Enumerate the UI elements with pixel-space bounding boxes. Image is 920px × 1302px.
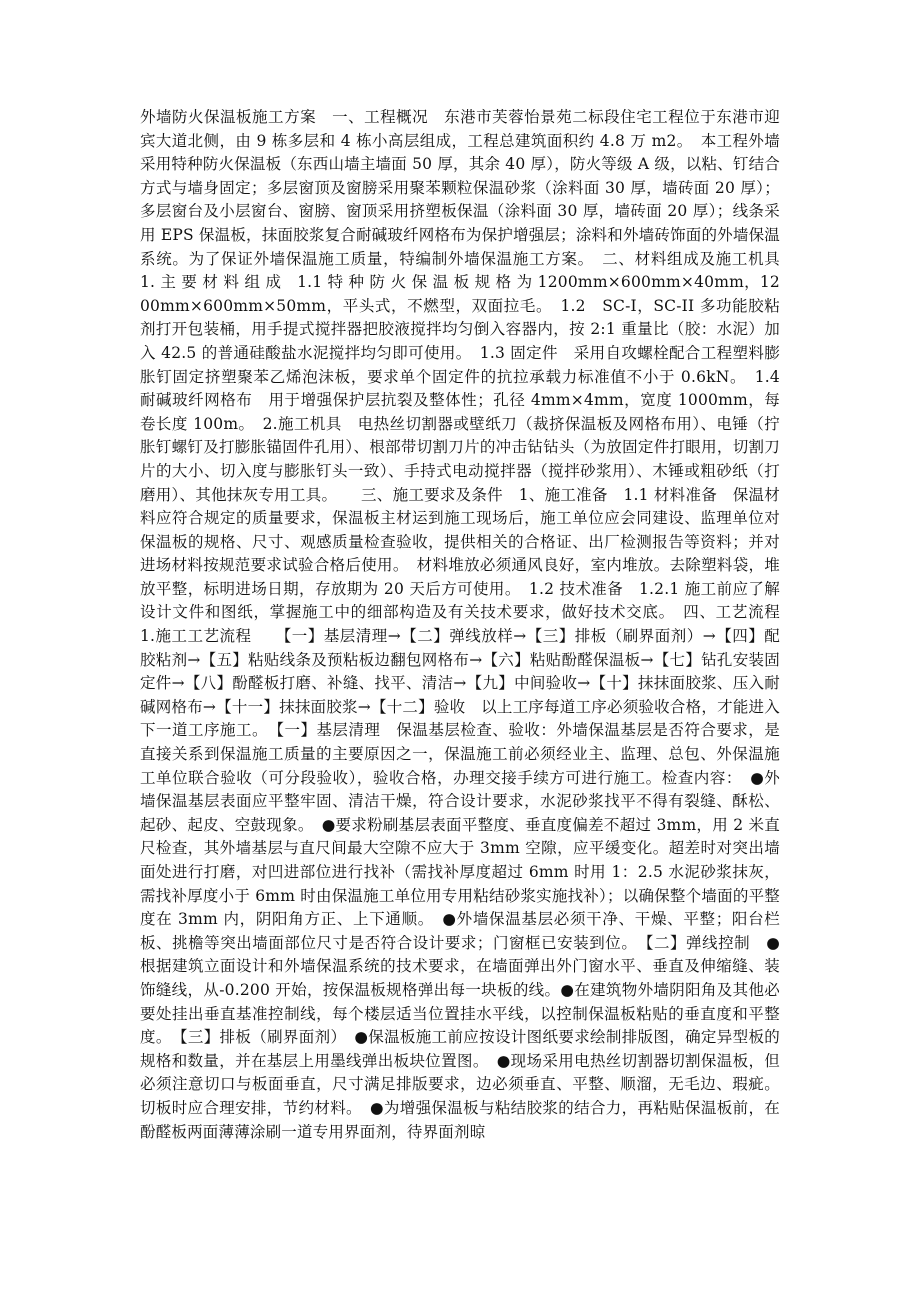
document-body-text: 外墙防火保温板施工方案 一、工程概况 东港市芙蓉怡景苑二标段住宅工程位于东港市迎宾大道北侧，由 9 栋多层和 4 栋小高层组成，工程总建筑面积约 4.8 万 m2。 本工程外墙采用特种防火保温板（东西山墙主墙面 50 厚，其余 40 厚），防火等级 A 级，以粘、钉结合方式与墙身固定；多层窗顶及窗膀采用聚苯颗粒保温砂浆（涂料面 30 厚，墙砖面 20 厚）；多层窗台及小层窗台、窗膀、窗顶采用挤塑板保温（涂料面 30 厚，墙砖面 20 厚）；线条采用 EPS 保温板，抹面胶浆复合耐碱玻纤网格布为保护增强层；涂料和外墙砖饰面的外墙保温系统。为了保证外墙保温施工质量，特编制外墙保温施工方案。 二、材料组成及施工机具 1. 主 要 材 料 组 成 1.1 特 种 防 火 保 温 板 规 格 为 1200mm×600mm×40mm，1200mm×600mm×50mm，平头式，不燃型，双面拉毛。 1.2 SC-I，SC-II 多功能胶粘剂打开包装桶，用手提式搅拌器把胶液搅拌均匀倒入容器内，按 2:1 重量比（胶：水泥）加入 42.5 的普通硅酸盐水泥搅拌均匀即可使用。 1.3 固定件 采用自攻螺栓配合工程塑料膨胀钉固定挤塑聚苯乙烯泡沫板，要求单个固定件的抗拉承载力标准值不小于 0.6kN。 1.4 耐碱玻纤网格布 用于增强保护层抗裂及整体性；孔径 4mm×4mm，宽度 1000mm，每卷长度 100m。 2.施工机具 电热丝切割器或壁纸刀（裁挤保温板及网格布用）、电锤（拧胀钉螺钉及打膨胀锚固件孔用）、根部带切割刀片的冲击钻钻头（为放固定件打眼用，切割刀片的大小、切入度与膨胀钉头一致）、手持式电动搅拌器（搅拌砂浆用）、木锤或粗砂纸（打磨用）、其他抹灰专用工具。 三、施工要求及条件 1、施工准备 1.1 材料准备 保温材料应符合规定的质量要求，保温板主材运到施工现场后，施工单位应会同建设、监理单位对保温板的规格、尺寸、观感质量检查验收，提供相关的合格证、出厂检测报告等资料；并对进场材料按规范要求试验合格后使用。 材料堆放必须通风良好，室内堆放。去除塑料袋，堆放平整，标明进场日期，存放期为 20 天后方可使用。 1.2 技术准备 1.2.1 施工前应了解设计文件和图纸，掌握施工中的细部构造及有关技术要求，做好技术交底。 四、工艺流程 1.施工工艺流程 【一】基层清理→【二】弹线放样→【三】排板（刷界面剂）→【四】配胶粘剂→【五】粘贴线条及预粘板边翻包网格布→【六】粘贴酚醛保温板→【七】钻孔安装固定件→【八】酚醛板打磨、补缝、找平、清洁→【九】中间验收→【十】抹抹面胶浆、压入耐碱网格布→【十一】抹抹面胶浆→【十二】验收 以上工序每道工序必须验收合格，才能进入下一道工序施工。 【一】基层清理 保温基层检查、验收：外墙保温基层是否符合要求，是直接关系到保温施工质量的主要原因之一，保温施工前必须经业主、监理、总包、外保温施工单位联合验收（可分段验收），验收合格，办理交接手续方可进行施工。检查内容： ●外墙保温基层表面应平整牢固、清洁干燥，符合设计要求，水泥砂浆找平不得有裂缝、酥松、起砂、起皮、空鼓现象。 ●要求粉刷基层表面平整度、垂直度偏差不超过 3mm，用 2 米直尺检查，其外墙基层与直尺间最大空隙不应大于 3mm 空隙，应平缓变化。超差时对突出墙面处进行打磨，对凹进部位进行找补（需找补厚度超过 6mm 时用 1：2.5 水泥砂浆抹灰，需找补厚度小于 6mm 时由保温施工单位用专用粘结砂浆实施找补）；以确保整个墙面的平整度在 3mm 内，阴阳角方正、上下通顺。 ●外墙保温基层必须干净、干燥、平整；阳台栏板、挑檐等突出墙面部位尺寸是否符合设计要求；门窗框已安装到位。 【二】弹线控制 ●根据建筑立面设计和外墙保温系统的技术要求，在墙面弹出外门窗水平、垂直及伸缩缝、装饰缝线，从-0.200 开始，按保温板规格弹出每一块板的线。●在建筑物外墙阴阳角及其他必要处挂出垂直基准控制线，每个楼层适当位置挂水平线，以控制保温板粘贴的垂直度和平整度。 【三】排板（刷界面剂） ●保温板施工前应按设计图纸要求绘制排版图，确定异型板的规格和数量，并在基层上用墨线弹出板块位置图。 ●现场采用电热丝切割器切割保温板，但必须注意切口与板面垂直，尺寸满足排版要求，边必须垂直、平整、顺溜，无毛边、瑕疵。切板时应合理安排，节约材料。 ●为增强保温板与粘结胶浆的结合力，再粘贴保温板前，在酚醛板两面薄薄涂刷一道专用界面剂，待界面剂晾	[140, 108, 796, 1141]
